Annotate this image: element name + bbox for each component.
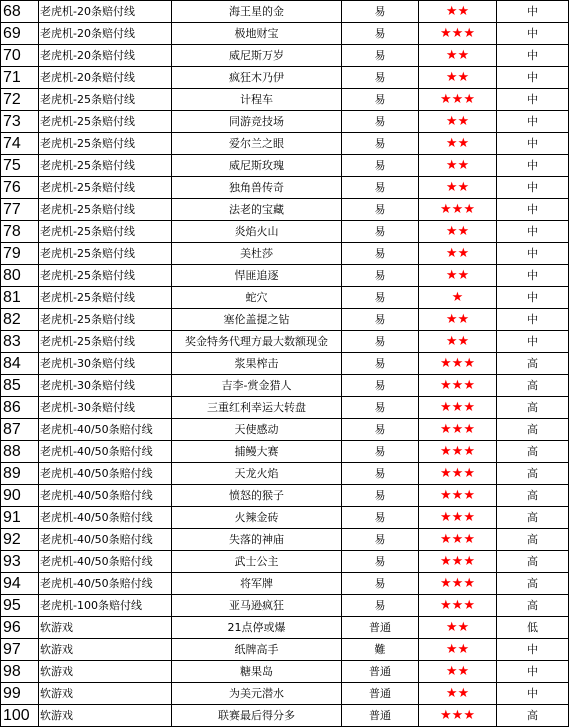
- row-number: 80: [1, 265, 39, 287]
- game-category: 老虎机-25条赔付线: [39, 89, 172, 111]
- row-number: 97: [1, 639, 39, 661]
- row-number: 93: [1, 551, 39, 573]
- star-rating: ★★: [419, 617, 497, 639]
- level: 中: [497, 683, 569, 705]
- row-number: 94: [1, 573, 39, 595]
- game-category: 软游戏: [39, 683, 172, 705]
- game-category: 老虎机-100条赔付线: [39, 595, 172, 617]
- level: 中: [497, 199, 569, 221]
- row-number: 95: [1, 595, 39, 617]
- level: 中: [497, 23, 569, 45]
- game-category: 老虎机-40/50条赔付线: [39, 551, 172, 573]
- level: 中: [497, 89, 569, 111]
- row-number: 79: [1, 243, 39, 265]
- star-rating: ★★★: [419, 199, 497, 221]
- difficulty: 易: [342, 1, 419, 23]
- difficulty: 易: [342, 573, 419, 595]
- game-name: 纸牌高手: [172, 639, 342, 661]
- difficulty: 易: [342, 243, 419, 265]
- table-row: [1, 595, 569, 617]
- table-row: [1, 221, 569, 243]
- row-number: 87: [1, 419, 39, 441]
- star-rating: ★★: [419, 683, 497, 705]
- row-number: 78: [1, 221, 39, 243]
- table-row: [1, 419, 569, 441]
- level: 中: [497, 331, 569, 353]
- row-number: 89: [1, 463, 39, 485]
- difficulty: 易: [342, 551, 419, 573]
- difficulty: 普通: [342, 683, 419, 705]
- star-rating: ★★: [419, 265, 497, 287]
- star-rating: ★★★: [419, 89, 497, 111]
- game-name: 美杜莎: [172, 243, 342, 265]
- star-rating: ★★: [419, 221, 497, 243]
- level: 高: [497, 397, 569, 419]
- game-category: 老虎机-25条赔付线: [39, 177, 172, 199]
- row-number: 72: [1, 89, 39, 111]
- game-category: 软游戏: [39, 661, 172, 683]
- difficulty: 易: [342, 45, 419, 67]
- game-category: 老虎机-40/50条赔付线: [39, 573, 172, 595]
- game-category: 老虎机-30条赔付线: [39, 375, 172, 397]
- level: 高: [497, 529, 569, 551]
- row-number: 99: [1, 683, 39, 705]
- row-number: 92: [1, 529, 39, 551]
- difficulty: 易: [342, 419, 419, 441]
- table-row: [1, 639, 569, 661]
- game-category: 老虎机-20条赔付线: [39, 67, 172, 89]
- star-rating: ★★: [419, 67, 497, 89]
- table-row: [1, 45, 569, 67]
- level: 高: [497, 551, 569, 573]
- game-category: 老虎机-25条赔付线: [39, 111, 172, 133]
- table-row: [1, 331, 569, 353]
- table-row: [1, 155, 569, 177]
- difficulty: 易: [342, 353, 419, 375]
- table-row: [1, 287, 569, 309]
- game-category: 老虎机-30条赔付线: [39, 397, 172, 419]
- table-row: [1, 67, 569, 89]
- game-category: 老虎机-20条赔付线: [39, 1, 172, 23]
- difficulty: 易: [342, 89, 419, 111]
- game-category: 老虎机-40/50条赔付线: [39, 441, 172, 463]
- game-category: 老虎机-25条赔付线: [39, 155, 172, 177]
- difficulty: 易: [342, 265, 419, 287]
- star-rating: ★★★: [419, 485, 497, 507]
- row-number: 74: [1, 133, 39, 155]
- game-category: 老虎机-25条赔付线: [39, 199, 172, 221]
- game-name: 炎焰火山: [172, 221, 342, 243]
- game-name: 塞伦盖提之钻: [172, 309, 342, 331]
- game-name: 捕鳗大赛: [172, 441, 342, 463]
- difficulty: 易: [342, 463, 419, 485]
- star-rating: ★★★: [419, 705, 497, 727]
- table-row: [1, 529, 569, 551]
- row-number: 100: [1, 705, 39, 727]
- level: 高: [497, 507, 569, 529]
- game-name: 为美元潜水: [172, 683, 342, 705]
- game-name: 亚马逊疯狂: [172, 595, 342, 617]
- star-rating: ★★★: [419, 419, 497, 441]
- game-category: 老虎机-40/50条赔付线: [39, 419, 172, 441]
- difficulty: 易: [342, 441, 419, 463]
- level: 中: [497, 243, 569, 265]
- game-category: 老虎机-25条赔付线: [39, 265, 172, 287]
- level: 高: [497, 595, 569, 617]
- star-rating: ★★★: [419, 595, 497, 617]
- game-name: 失落的神庙: [172, 529, 342, 551]
- difficulty: 普通: [342, 617, 419, 639]
- game-category: 老虎机-30条赔付线: [39, 353, 172, 375]
- difficulty: 易: [342, 309, 419, 331]
- difficulty: 易: [342, 111, 419, 133]
- level: 中: [497, 661, 569, 683]
- table-row: [1, 309, 569, 331]
- row-number: 68: [1, 1, 39, 23]
- star-rating: ★★: [419, 45, 497, 67]
- table-row: [1, 683, 569, 705]
- level: 中: [497, 221, 569, 243]
- difficulty: 普通: [342, 661, 419, 683]
- game-category: 老虎机-25条赔付线: [39, 331, 172, 353]
- game-name: 奖金特务代理方最大数额现金: [172, 331, 342, 353]
- row-number: 91: [1, 507, 39, 529]
- level: 高: [497, 419, 569, 441]
- level: 中: [497, 45, 569, 67]
- game-name: 天使感动: [172, 419, 342, 441]
- table-row: [1, 441, 569, 463]
- game-category: 老虎机-25条赔付线: [39, 243, 172, 265]
- row-number: 81: [1, 287, 39, 309]
- row-number: 85: [1, 375, 39, 397]
- star-rating: ★★★: [419, 353, 497, 375]
- game-name: 威尼斯玫瑰: [172, 155, 342, 177]
- difficulty: 易: [342, 529, 419, 551]
- level: 高: [497, 705, 569, 727]
- game-category: 软游戏: [39, 639, 172, 661]
- star-rating: ★★: [419, 155, 497, 177]
- star-rating: ★★: [419, 331, 497, 353]
- game-category: 老虎机-40/50条赔付线: [39, 485, 172, 507]
- game-category: 老虎机-25条赔付线: [39, 133, 172, 155]
- row-number: 86: [1, 397, 39, 419]
- game-category: 软游戏: [39, 705, 172, 727]
- game-name: 海王星的金: [172, 1, 342, 23]
- difficulty: 易: [342, 177, 419, 199]
- row-number: 88: [1, 441, 39, 463]
- level: 中: [497, 111, 569, 133]
- row-number: 76: [1, 177, 39, 199]
- game-name: 浆果榨击: [172, 353, 342, 375]
- difficulty: 易: [342, 507, 419, 529]
- row-number: 69: [1, 23, 39, 45]
- star-rating: ★★: [419, 177, 497, 199]
- level: 中: [497, 639, 569, 661]
- star-rating: ★★: [419, 111, 497, 133]
- row-number: 84: [1, 353, 39, 375]
- level: 高: [497, 353, 569, 375]
- star-rating: ★★: [419, 243, 497, 265]
- game-category: 老虎机-20条赔付线: [39, 23, 172, 45]
- game-name: 天龙火焰: [172, 463, 342, 485]
- game-name: 将军牌: [172, 573, 342, 595]
- star-rating: ★★: [419, 133, 497, 155]
- difficulty: 易: [342, 375, 419, 397]
- difficulty: 普通: [342, 705, 419, 727]
- difficulty: 難: [342, 639, 419, 661]
- star-rating: ★★★: [419, 23, 497, 45]
- star-rating: ★: [419, 287, 497, 309]
- row-number: 75: [1, 155, 39, 177]
- game-name: 爱尔兰之眼: [172, 133, 342, 155]
- level: 中: [497, 309, 569, 331]
- difficulty: 易: [342, 133, 419, 155]
- row-number: 96: [1, 617, 39, 639]
- game-name: 糖果岛: [172, 661, 342, 683]
- table-row: [1, 573, 569, 595]
- level: 高: [497, 441, 569, 463]
- level: 中: [497, 177, 569, 199]
- difficulty: 易: [342, 23, 419, 45]
- game-name: 21点停或爆: [172, 617, 342, 639]
- star-rating: ★★★: [419, 507, 497, 529]
- level: 高: [497, 375, 569, 397]
- row-number: 70: [1, 45, 39, 67]
- game-name: 独角兽传奇: [172, 177, 342, 199]
- game-category: 老虎机-40/50条赔付线: [39, 507, 172, 529]
- table-row: [1, 243, 569, 265]
- row-number: 98: [1, 661, 39, 683]
- level: 高: [497, 573, 569, 595]
- game-category: 老虎机-20条赔付线: [39, 45, 172, 67]
- row-number: 82: [1, 309, 39, 331]
- level: 高: [497, 485, 569, 507]
- table-row: [1, 485, 569, 507]
- game-name: 威尼斯万岁: [172, 45, 342, 67]
- difficulty: 易: [342, 221, 419, 243]
- game-name: 蛇穴: [172, 287, 342, 309]
- table-row: [1, 507, 569, 529]
- level: 低: [497, 617, 569, 639]
- game-category: 老虎机-40/50条赔付线: [39, 529, 172, 551]
- level: 中: [497, 155, 569, 177]
- star-rating: ★★: [419, 309, 497, 331]
- star-rating: ★★★: [419, 551, 497, 573]
- game-name: 火辣金砖: [172, 507, 342, 529]
- difficulty: 易: [342, 331, 419, 353]
- table-row: [1, 661, 569, 683]
- table-row: [1, 177, 569, 199]
- row-number: 71: [1, 67, 39, 89]
- star-rating: ★★★: [419, 529, 497, 551]
- game-name: 悍匪追逐: [172, 265, 342, 287]
- game-category: 老虎机-25条赔付线: [39, 287, 172, 309]
- star-rating: ★★★: [419, 397, 497, 419]
- row-number: 90: [1, 485, 39, 507]
- table-row: [1, 89, 569, 111]
- table-row: [1, 353, 569, 375]
- game-name: 法老的宝藏: [172, 199, 342, 221]
- game-name: 武士公主: [172, 551, 342, 573]
- level: 中: [497, 133, 569, 155]
- row-number: 77: [1, 199, 39, 221]
- table-row: [1, 705, 569, 727]
- star-rating: ★★: [419, 661, 497, 683]
- table-body: [1, 1, 569, 727]
- difficulty: 易: [342, 485, 419, 507]
- star-rating: ★★★: [419, 441, 497, 463]
- level: 高: [497, 463, 569, 485]
- game-category: 老虎机-40/50条赔付线: [39, 463, 172, 485]
- table-row: [1, 133, 569, 155]
- star-rating: ★★: [419, 1, 497, 23]
- row-number: 83: [1, 331, 39, 353]
- level: 中: [497, 265, 569, 287]
- table-row: [1, 551, 569, 573]
- difficulty: 易: [342, 155, 419, 177]
- table-row: [1, 463, 569, 485]
- game-name: 同游竞技场: [172, 111, 342, 133]
- game-category: 老虎机-25条赔付线: [39, 221, 172, 243]
- difficulty: 易: [342, 595, 419, 617]
- game-name: 疯狂木乃伊: [172, 67, 342, 89]
- table-row: [1, 617, 569, 639]
- star-rating: ★★★: [419, 573, 497, 595]
- difficulty: 易: [342, 397, 419, 419]
- table-row: [1, 199, 569, 221]
- game-category: 老虎机-25条赔付线: [39, 309, 172, 331]
- difficulty: 易: [342, 199, 419, 221]
- level: 中: [497, 67, 569, 89]
- difficulty: 易: [342, 67, 419, 89]
- game-category: 软游戏: [39, 617, 172, 639]
- star-rating: ★★: [419, 639, 497, 661]
- difficulty: 易: [342, 287, 419, 309]
- game-name: 极地财宝: [172, 23, 342, 45]
- level: 中: [497, 287, 569, 309]
- level: 中: [497, 1, 569, 23]
- table-row: [1, 265, 569, 287]
- star-rating: ★★★: [419, 463, 497, 485]
- game-name: 愤怒的猴子: [172, 485, 342, 507]
- table-row: [1, 111, 569, 133]
- game-name: 联赛最后得分多: [172, 705, 342, 727]
- table-row: [1, 375, 569, 397]
- table-row: [1, 1, 569, 23]
- game-name: 计程车: [172, 89, 342, 111]
- game-name: 吉李-赏金猎人: [172, 375, 342, 397]
- table-row: [1, 397, 569, 419]
- star-rating: ★★★: [419, 375, 497, 397]
- row-number: 73: [1, 111, 39, 133]
- table-row: [1, 23, 569, 45]
- game-name: 三重红利幸运大转盘: [172, 397, 342, 419]
